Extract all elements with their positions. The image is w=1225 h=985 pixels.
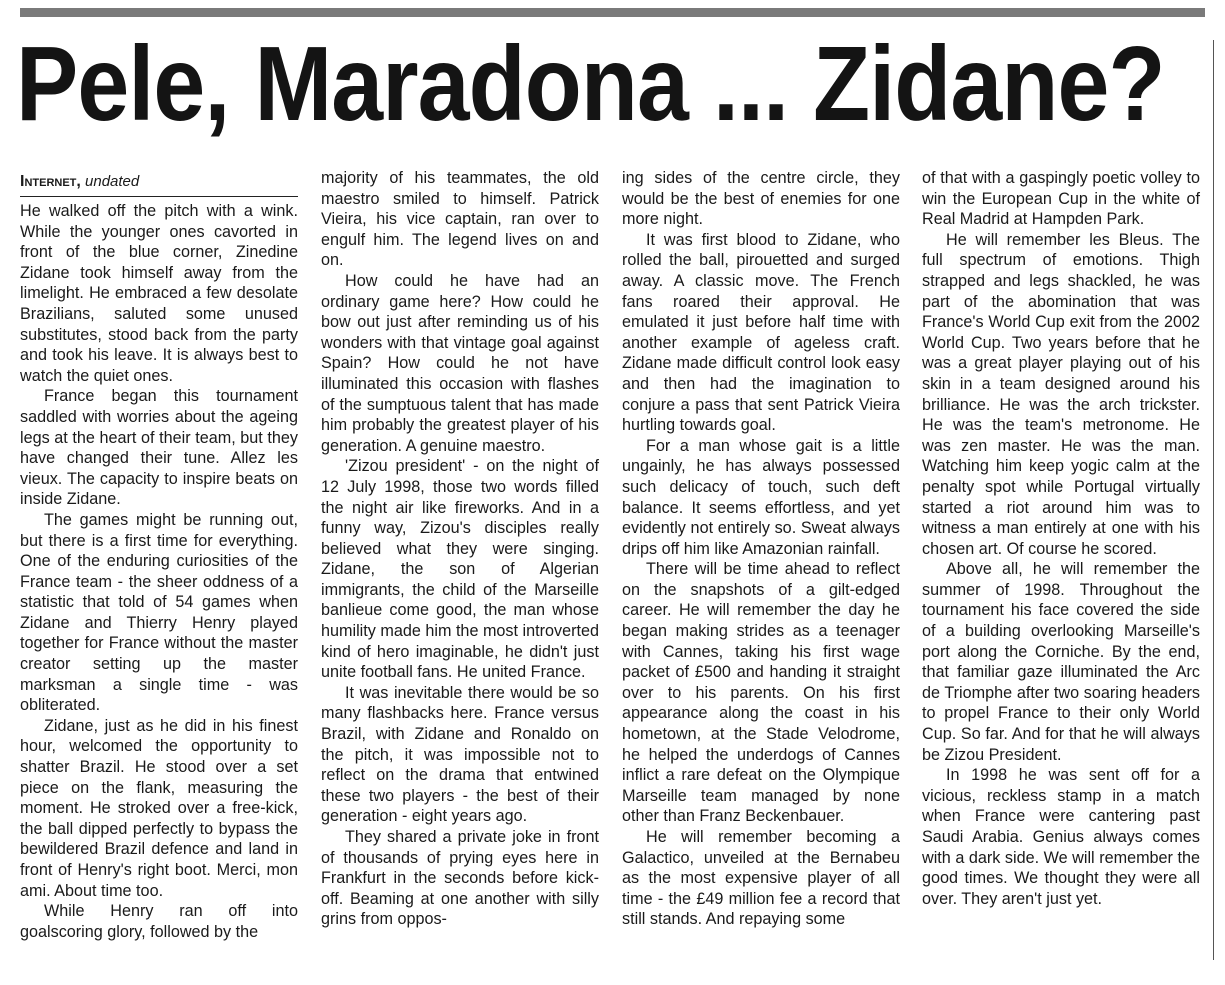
article-paragraph: He walked off the pitch with a wink. While the younger ones cavorted in front of the blue corner, Zinedine Zidane took himself away from the limelight. He embraced a few desolate Brazilians, saluted some unused substitutes, stood back from the party and took his leave. It is always best to watch the quiet ones.	[20, 202, 298, 385]
column-2-body	[321, 168, 599, 930]
article-paragraph: It was first blood to Zidane, who rolled the ball, pirouetted and surged away. A classic move. The French fans roared their approval. He emulated it just before half time with another example of ageless craft. Zidane made difficult control look easy and then had the imagination to conjure a pass that sent Patrick Vieira hurtling towards goal.	[622, 230, 900, 435]
article-paragraph: Zidane, just as he did in his finest hour, welcomed the opportunity to shatter Brazil. He stood over a set piece on the flank, measuring the moment. He stroked over a free-kick, the ball dipped perfectly to bypass the bewildered Brazil defence and land in front of Henry's right boot. Merci, mon ami. About time too.	[20, 716, 298, 900]
article-paragraph: The games might be running out, but there is a first time for everything. One of the enduring curiosities of the France team - the sheer oddness of a statistic that told of 54 games when Zidane and Thierry Henry played together for France without the master creator setting up the master marksman a single time - was obliterated.	[20, 510, 298, 715]
headline: Pele, Maradona ... Zidane?	[16, 25, 1165, 143]
article-paragraph: 'Zizou president' - on the night of 12 July 1998, those two words filled the night air like fireworks. And in a funny way, Zizou's disciples really believed what they were singing. Zidane, the son of Algerian immigrants, the child of the Marseille banlieue come good, the man whose humility made him the most introverted kind of hero imaginable, he didn't just unite football fans. He united France.	[321, 457, 599, 682]
byline	[20, 172, 298, 197]
column-2	[321, 168, 599, 930]
article-paragraph: While Henry ran off into goalscoring glory, followed by the	[20, 902, 298, 941]
column-1-body	[20, 201, 298, 942]
column-3-body	[622, 168, 900, 930]
article-paragraph: For a man whose gait is a little ungainly, he has always possessed such delicacy of touch, such deft balance. It seems effortless, and yet evidently not entirely so. Sweat always drips off him like Amazonian rainfall.	[622, 436, 900, 558]
column-1	[20, 172, 298, 942]
article-paragraph: In 1998 he was sent off for a vicious, reckless stamp in a match when France were cantering past Saudi Arabia. Genius always comes with a dark side. We will remember the good times. We thought they were all over. They aren't just yet.	[922, 766, 1200, 908]
column-4-body	[922, 168, 1200, 909]
top-rule	[20, 8, 1205, 17]
article-paragraph: He will remember becoming a Galactico, unveiled at the Bernabeu as the most expensive player of all time - the £49 million fee a record that still stands. And repaying some	[622, 828, 900, 929]
article-paragraph: There will be time ahead to reflect on the snapshots of a gilt-edged career. He will remember the day he began making strides as a teenager with Cannes, taking his first wage packet of £500 and handing it straight over to his parents. On his first appearance along the coast in his hometown, at the Stade Velodrome, he helped the underdogs of Cannes inflict a rare defeat on the Olympique Marseille team managed by none other than Franz Beckenbauer.	[622, 560, 900, 826]
article-paragraph: He will remember les Bleus. The full spectrum of emotions. Thigh strapped and legs shackled, he was part of the abomination that was France's World Cup exit from the 2002 World Cup. Two years before that he was a great player playing out of his skin in a team designed around his brilliance. He was the arch trickster. He was the team's metronome. He was zen master. He was the man. Watching him keep yogic calm at the penalty spot while Portugal virtually started a riot around him was to witness a man entirely at one with his chosen art. Of course he scored.	[922, 230, 1200, 558]
article-paragraph: How could he have had an ordinary game here? How could he bow out just after reminding us of his wonders with that vintage goal against Spain? How could he not have illuminated this occasion with flashes of the sumptuous talent that has made him probably the greatest player of his generation. A genuine maestro.	[321, 271, 599, 455]
article-paragraph: majority of his teammates, the old maestro smiled to himself. Patrick Vieira, his vice captain, ran over to engulf him. The legend lives on and on.	[321, 169, 599, 270]
article-paragraph: ing sides of the centre circle, they would be the best of enemies for one more night.	[622, 169, 900, 229]
article-paragraph: of that with a gaspingly poetic volley to win the European Cup in the white of Real Madrid at Hampden Park.	[922, 169, 1200, 229]
column-3	[622, 168, 900, 930]
article-paragraph: It was inevitable there would be so many flashbacks here. France versus Brazil, with Zidane and Ronaldo on the pitch, it was impossible not to reflect on the drama that entwined these two players - the best of their generation - eight years ago.	[321, 683, 599, 826]
article-paragraph: France began this tournament saddled with worries about the ageing legs at the heart of their team, but they have changed their tune. Allez les vieux. The capacity to inspire beats on inside Zidane.	[20, 387, 298, 509]
column-4	[922, 168, 1200, 909]
article-paragraph: They shared a private joke in front of thousands of prying eyes here in Frankfurt in the seconds before kick-off. Beaming at one another with silly grins from oppos-	[321, 828, 599, 929]
right-margin-rule	[1213, 40, 1214, 960]
byline-source: Internet,	[20, 173, 81, 190]
byline-date: undated	[85, 173, 140, 190]
article-paragraph: Above all, he will remember the summer of 1998. Throughout the tournament his face covered the side of a building overlooking Marseille's port along the Corniche. By the end, that familiar gaze illuminated the Arc de Triomphe after two soaring headers to propel France to their only World Cup. So far. And for that he will always be Zizou President.	[922, 560, 1200, 764]
